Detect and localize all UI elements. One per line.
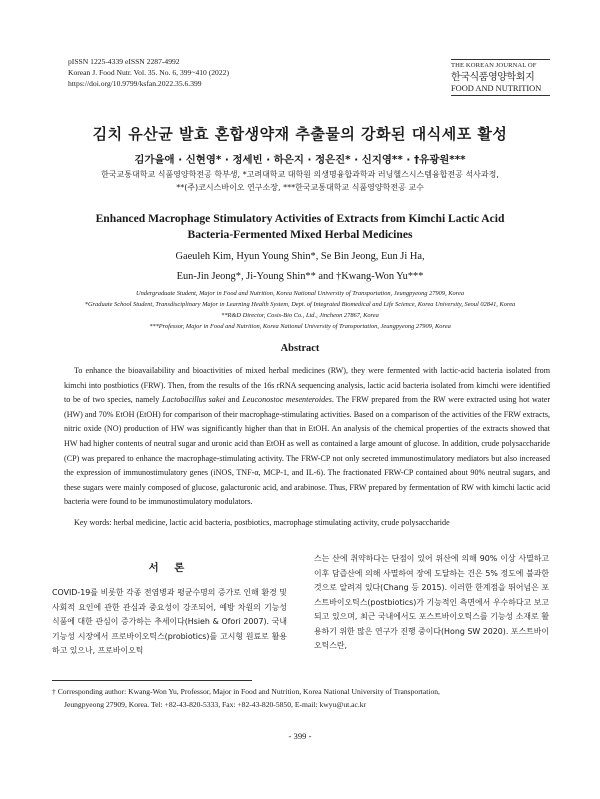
english-authors: [0, 247, 600, 287]
journal-rule-top: [451, 59, 550, 60]
abstract-heading: Abstract: [280, 343, 320, 354]
species-name: Lactobacillus sakei: [161, 395, 226, 405]
korean-authors: 김가을애 · 신현영* · 정세빈 · 하은지 · 정은진* · 신지영** · †유광원***: [134, 154, 466, 166]
english-title-line: Enhanced Macrophage Stimulatory Activities of Extracts from Kimchi Lactic Acid: [95, 212, 505, 225]
korean-title: 김치 유산균 발효 혼합생약재 추출물의 강화된 대식세포 활성: [92, 125, 508, 143]
english-affiliation-line: **R&D Director, Cosis-Bio Co., Ltd., Jincheon 27867, Korea: [221, 312, 379, 319]
journal-name-kr: 한국식품영양학회지: [451, 72, 535, 83]
journal-name-en-bottom: FOOD AND NUTRITION: [451, 84, 542, 93]
intro-column-left: COVID-19를 비롯한 각종 전염병과 평균수명의 증가로 인해 환경 및 사회적 요인에 관한 관심과 중요성이 강조되어, 예방 차원의 기능성 식품에 대한 관심이 증가하는 추세이다(Hsieh & Ofori 2007). 국내 기능성 시장에서 프로바이오틱스(probiotics)를 고시형 원료로 활용하고 있으나, 프로바이오틱: [52, 588, 287, 655]
issn-line: pISSN 1225-4339 eISSN 2287-4992: [68, 57, 180, 66]
abstract-text: and: [225, 395, 243, 405]
english-authors-line: Gaeuleh Kim, Hyun Young Shin*, Se Bin Jeong, Eun Ji Ha,: [175, 251, 425, 262]
journal-name-en-top: THE KOREAN JOURNAL OF: [451, 62, 537, 69]
korean-affiliation-line: **(주)코시스바이오 연구소장, ***한국교통대학교 식품영양학전공 교수: [176, 183, 424, 192]
footnote-line: Jeungpyeong 27909, Korea. Tel: +82-43-820-5333, Fax: +82-43-820-5850, E-mail: kwyu@ut.ac.kr: [64, 700, 367, 709]
citation-header: [68, 56, 229, 89]
species-name: Leuconostoc mesenteroides: [242, 395, 332, 405]
korean-affiliations: [0, 168, 600, 194]
english-affiliation-line: Undergraduate Student, Major in Food and Nutrition, Korea National University of Transportation, Jeungpyeong 27909, Korea: [135, 290, 465, 297]
english-authors-line: Eun-Jin Jeong*, Ji-Young Shin** and †Kwang-Won Yu***: [176, 271, 424, 282]
corresponding-author-footnote: [52, 685, 550, 711]
journal-rule-bottom: [451, 95, 550, 96]
english-affiliations: [0, 288, 600, 332]
english-title-line: Bacteria-Fermented Mixed Herbal Medicines: [187, 228, 413, 241]
footnote-divider: [52, 680, 252, 681]
section-heading-introduction: 서 론: [148, 562, 191, 574]
page-number: - 399 -: [288, 731, 312, 741]
intro-column-right: 스는 산에 취약하다는 단점이 있어 위산에 의해 90% 이상 사멸하고 이후 담즙산에 의해 사멸하여 장에 도달하는 건은 5% 정도에 불과한 것으로 알려져 있다(Chang 등 2015). 이러한 한계점을 뛰어넘은 포스트바이오틱스(postbiotics)가 기능적인 측면에서 우수하다고 보고되고 있으며, 최근 국내에서도 포스트바이오틱스를 기능성 소재로 활용하기 위한 많은 연구가 진행 중이다(Hong SW 2020). 포스트바이오틱스란,: [314, 554, 549, 650]
korean-affiliation-line: 한국교통대학교 식품영양학전공 학부생, *고려대학교 대학원 의생명융합과학과 러닝헬스시스템융합전공 석사과정,: [101, 170, 499, 179]
doi-link[interactable]: https://doi.org/10.9799/ksfan.2022.35.6.399: [68, 79, 202, 88]
citation-line: Korean J. Food Nutr. Vol. 35. No. 6, 399~410 (2022): [68, 68, 229, 77]
abstract-body: [64, 364, 550, 510]
english-title: [0, 211, 600, 243]
abstract-text: . The FRW prepared from the RW were extracted using hot water (HW) and 70% EtOH (EtOH) for comparison of their macrophage-stimulating activities. Based on a comparison of the activities of the FRW extracts, nitric oxide (NO) production of HW was significantly higher than that in EtOH. An analysis of the chemical properties of the extracts showed that HW had higher contents of neutral sugar and uronic acid than EtOH as well as contained a large amount of glucose. In addition, crude polysaccharide (CP) was prepared to enhance the macrophage-stimulating activity. The FRW-CP not only secreted immunostimulatory mediators but also increased the expression of immunostimulatory genes (iNOS, TNF-α, MCP-1, and IL-6). The fractionated FRW-CP contained about 90% neutral sugars, and these sugars were mainly composed of glucose, galacturonic acid, and arabinose. Thus, FRW prepared by fermentation of RW with kimchi lactic acid bacteria were found to be immunostimulatory modulators.: [64, 395, 551, 507]
english-affiliation-line: ***Professor, Major in Food and Nutrition, Korea National University of Transportation, Jeungpyeong 27909, Korea: [149, 323, 451, 330]
abstract-text: To enhance the bioavailability and bioactivities of mixed herbal medicines (RW), they were fermented with lactic-acid bacteria isolated from kimchi into postbiotics (FRW). Then, from the results of the 16s rRNA sequencing analysis, lactic acid bacteria isolated from kimchi were identified to be of two species, namely: [64, 366, 550, 405]
english-affiliation-line: *Graduate School Student, Transdisciplinary Major in Learning Health System, Dept. of Integrated Biomedical and Life Science, Korea University, Seoul 02841, Korea: [84, 301, 516, 308]
keywords: Key words: herbal medicine, lactic acid bacteria, postbiotics, macrophage stimulating activity, crude polysaccharide: [74, 518, 450, 527]
footnote-line: † Corresponding author: Kwang-Won Yu, Professor, Major in Food and Nutrition, Korea National University of Transportation,: [52, 687, 440, 696]
journal-logo: [451, 59, 550, 96]
